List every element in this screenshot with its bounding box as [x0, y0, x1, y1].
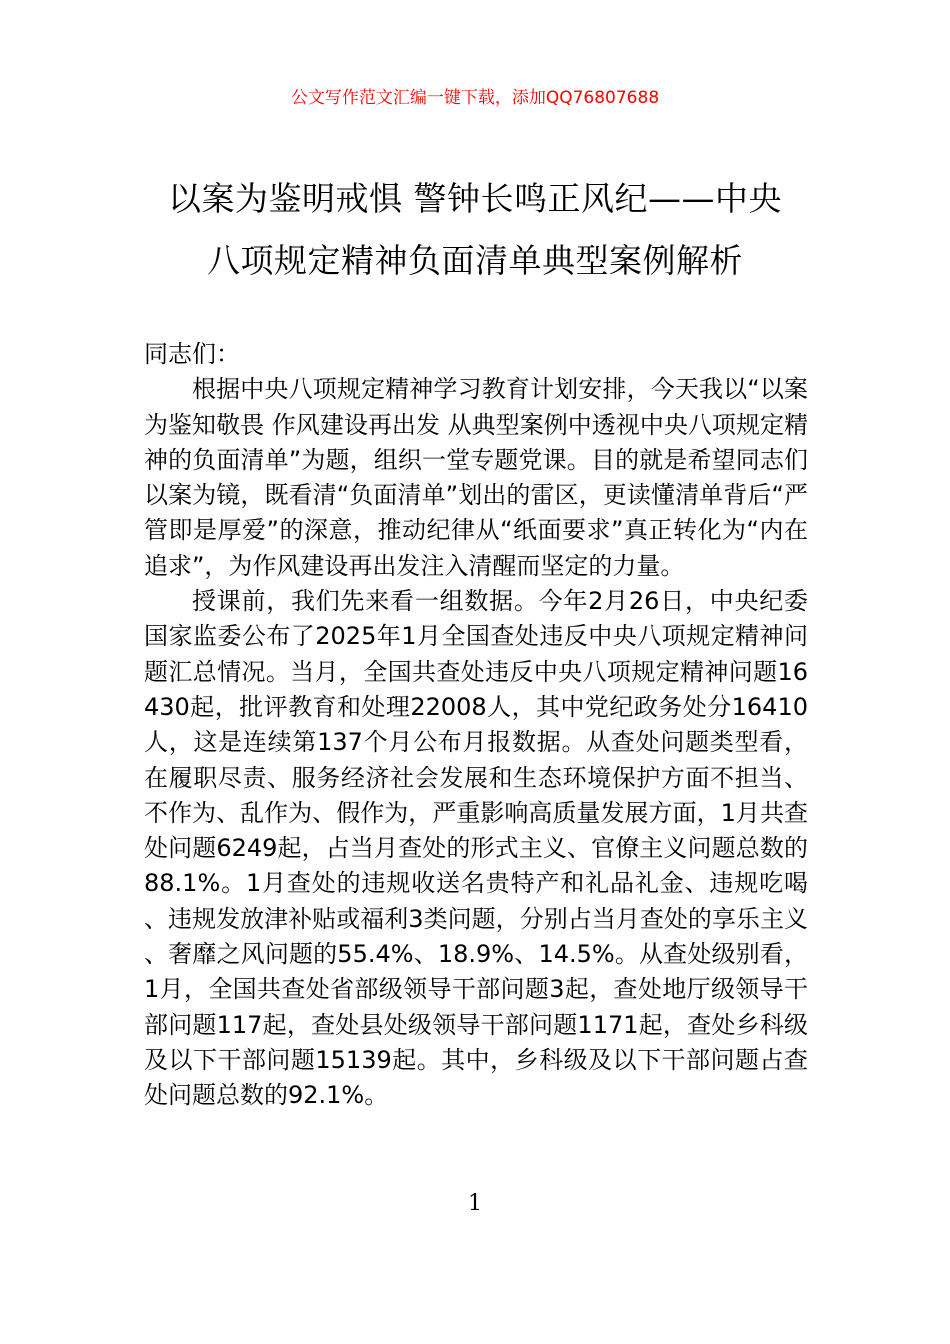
- page-number: 1: [468, 1191, 482, 1216]
- title-line-2: 八项规定精神负面清单典型案例解析: [207, 241, 743, 280]
- paragraph-intro: 根据中央八项规定精神学习教育计划安排，今天我以“以案为鉴知敬畏 作风建设再出发 从典型案例中透视中央八项规定精神的负面清单”为题，组织一堂专题党课。目的就是希望同志们以案为镜，既看清“负面清单”划出的雷区，更读懂清单背后“严管即是厚爱”的深意，推动纪律从“纸面要求”真正转化为“内在追求”，为作风建设再出发注入清醒而坚定的力量。: [144, 375, 808, 580]
- salutation: 同志们：: [144, 340, 240, 368]
- document-title: [120, 168, 830, 292]
- title-line-1: 以案为鉴明戒惧 警钟长鸣正风纪——中央: [168, 179, 782, 218]
- document-body: [144, 337, 808, 1114]
- download-banner: 公文写作范文汇编一键下载，添加QQ76807688: [290, 88, 660, 108]
- paragraph-statistics: 授课前，我们先来看一组数据。今年2月26日，中央纪委国家监委公布了2025年1月全国查处违反中央八项规定精神问题汇总情况。当月，全国共查处违反中央八项规定精神问题16430起，批评教育和处理22008人，其中党纪政务处分16410人，这是连续第137个月公布月报数据。从查处问题类型看，在履职尽责、服务经济社会发展和生态环境保护方面不担当、不作为、乱作为、假作为，严重影响高质量发展方面，1月共查处问题6249起，占当月查处的形式主义、官僚主义问题总数的88.1%。1月查处的违规收送名贵特产和礼品礼金、违规吃喝、违规发放津补贴或福利3类问题，分别占当月查处的享乐主义、奢靡之风问题的55.4%、18.9%、14.5%。从查处级别看，1月，全国共查处省部级领导干部问题3起，查处地厅级领导干部问题117起，查处县处级领导干部问题1171起，查处乡科级及以下干部问题15139起。其中，乡科级及以下干部问题占查处问题总数的92.1%。: [144, 587, 808, 1110]
